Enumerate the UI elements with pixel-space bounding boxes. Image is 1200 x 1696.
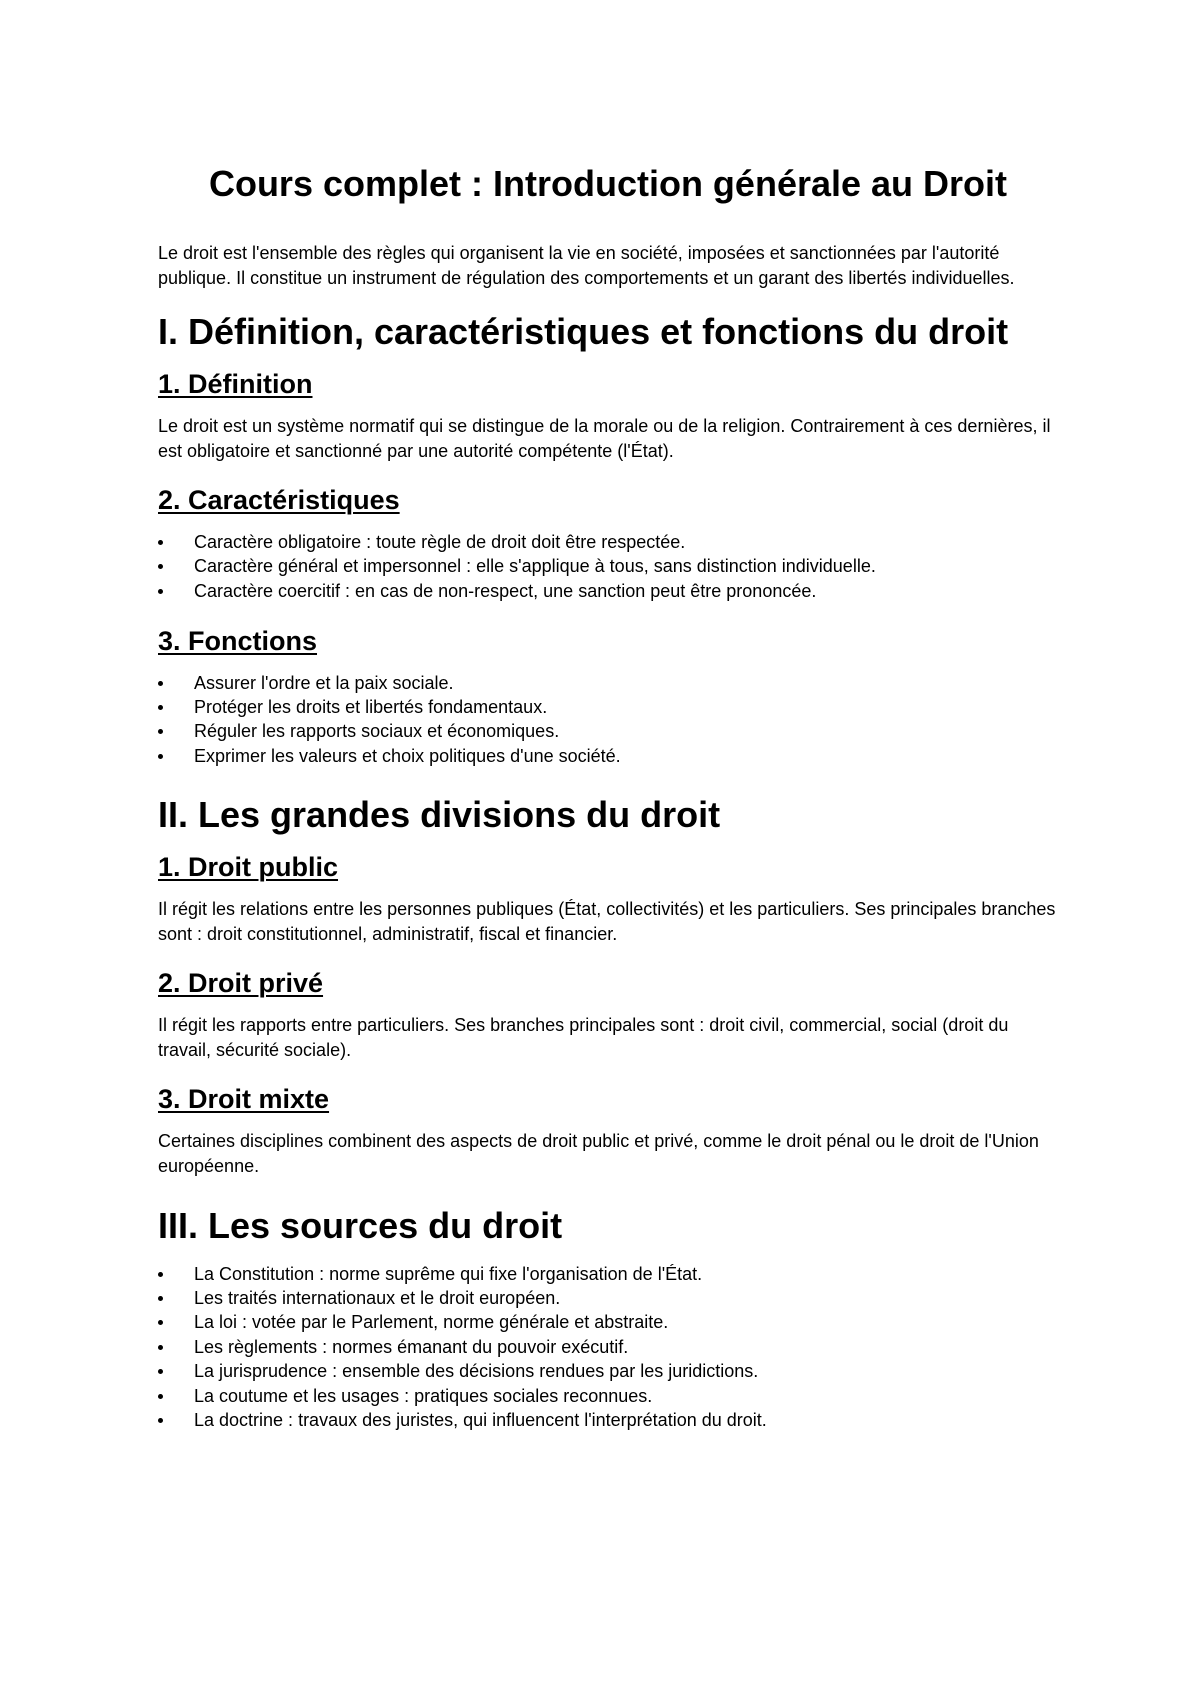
list-item: Caractère général et impersonnel : elle s'applique à tous, sans distinction individuelle. (158, 554, 1060, 578)
section-heading-definition: I. Définition, caractéristiques et fonctions du droit (158, 311, 1009, 353)
bullet-icon (158, 681, 163, 686)
section-heading-sources: III. Les sources du droit (158, 1204, 563, 1246)
list-item: Caractère coercitif : en cas de non-respect, une sanction peut être prononcée. (158, 579, 1060, 603)
document-title: Cours complet : Introduction générale au Droit (208, 163, 1008, 204)
bullet-icon (158, 1345, 163, 1350)
droit-public-paragraph: Il régit les relations entre les personnes publiques (État, collectivités) et les particuliers. Ses principales branches sont : droit constitutionnel, administratif, fiscal et financier. (158, 899, 1056, 945)
bullet-icon (158, 1320, 163, 1325)
list-item: La Constitution : norme suprême qui fixe l'organisation de l'État. (158, 1262, 1060, 1286)
bullet-icon (158, 729, 163, 734)
droit-prive-paragraph: Il régit les rapports entre particuliers. Ses branches principales sont : droit civil, commercial, social (droit du travail, sécurité sociale). (158, 1014, 1009, 1060)
subsection-heading-droit-prive: 2. Droit privé (158, 968, 324, 999)
bullet-icon (158, 1272, 163, 1277)
list-item: Assurer l'ordre et la paix sociale. (158, 671, 1060, 695)
subsection-heading-definition: 1. Définition (158, 369, 313, 400)
sources-list (158, 1262, 1060, 1433)
list-item: Caractère obligatoire : toute règle de droit doit être respectée. (158, 530, 1060, 554)
list-item: Protéger les droits et libertés fondamentaux. (158, 695, 1060, 719)
fonctions-list (158, 671, 1060, 769)
bullet-icon (158, 754, 163, 759)
subsection-heading-droit-public: 1. Droit public (158, 852, 339, 883)
bullet-icon (158, 1418, 163, 1423)
bullet-icon (158, 1296, 163, 1301)
bullet-icon (158, 540, 163, 545)
list-item: Exprimer les valeurs et choix politiques d'une société. (158, 744, 1060, 768)
bullet-icon (158, 1394, 163, 1399)
bullet-icon (158, 1369, 163, 1374)
subsection-heading-droit-mixte: 3. Droit mixte (158, 1083, 330, 1114)
bullet-icon (158, 564, 163, 569)
list-item: La coutume et les usages : pratiques sociales reconnues. (158, 1384, 1060, 1408)
list-item: La loi : votée par le Parlement, norme générale et abstraite. (158, 1310, 1060, 1334)
subsection-heading-caracteristiques: 2. Caractéristiques (158, 484, 400, 515)
subsection-heading-fonctions: 3. Fonctions (158, 625, 318, 656)
list-item: La doctrine : travaux des juristes, qui influencent l'interprétation du droit. (158, 1408, 1060, 1432)
list-item: Réguler les rapports sociaux et économiques. (158, 719, 1060, 743)
section-heading-divisions: II. Les grandes divisions du droit (158, 794, 721, 836)
list-item: La jurisprudence : ensemble des décisions rendues par les juridictions. (158, 1359, 1060, 1383)
bullet-icon (158, 705, 163, 710)
intro-paragraph: Le droit est l'ensemble des règles qui organisent la vie en société, imposées et sanctionnées par l'autorité publique. Il constitue un instrument de régulation des comportements et un garant des libertés individuelles. (158, 243, 1015, 289)
droit-mixte-paragraph: Certaines disciplines combinent des aspects de droit public et privé, comme le droit pénal ou le droit de l'Union européenne. (158, 1130, 1039, 1176)
list-item: Les règlements : normes émanant du pouvoir exécutif. (158, 1335, 1060, 1359)
definition-paragraph: Le droit est un système normatif qui se distingue de la morale ou de la religion. Contrairement à ces dernières, il est obligatoire et sanctionné par une autorité compétente (l'État). (158, 415, 1051, 461)
bullet-icon (158, 589, 163, 594)
caracteristiques-list (158, 530, 1060, 603)
list-item: Les traités internationaux et le droit européen. (158, 1286, 1060, 1310)
